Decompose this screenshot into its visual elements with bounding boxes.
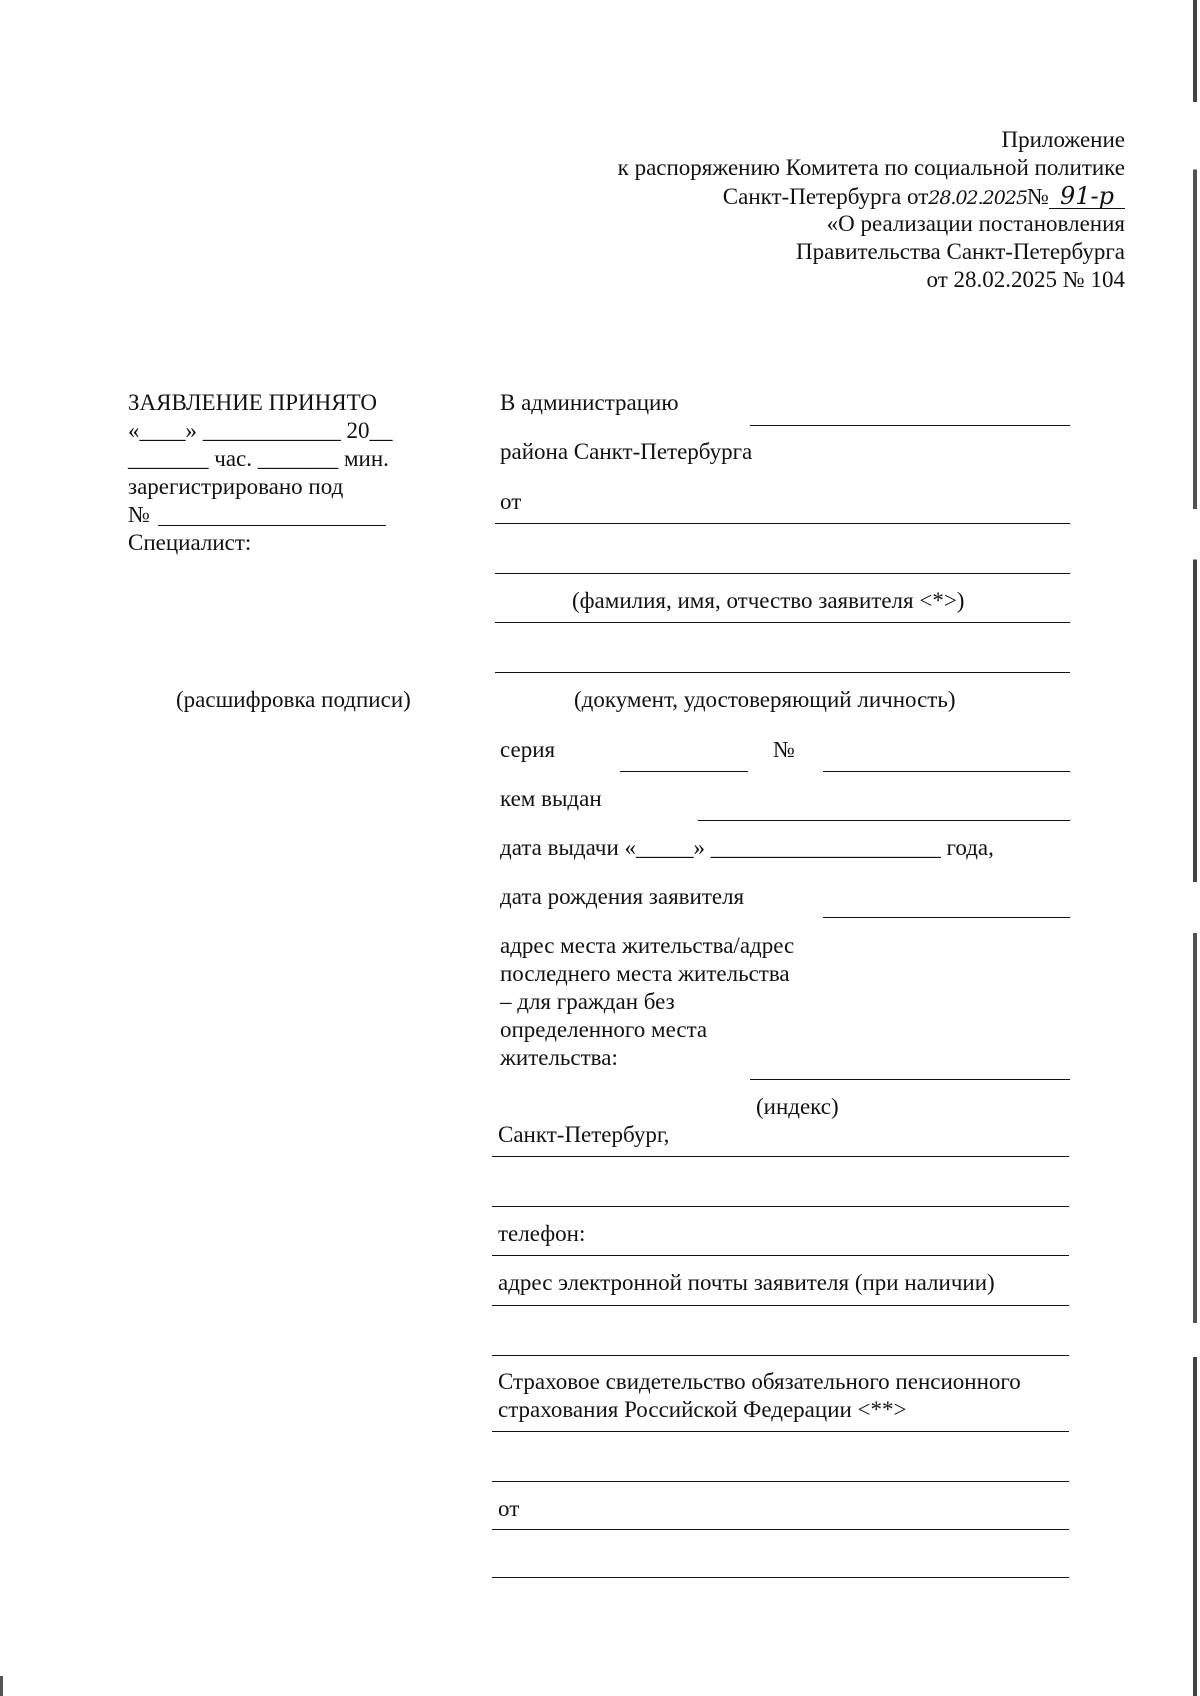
document-number-label: № [773, 737, 795, 762]
handwritten-number: 91-р [1049, 184, 1125, 209]
fio-caption: (фамилия, имя, отчество заявителя <*>) [572, 588, 965, 613]
issued-by-label: кем выдан [500, 786, 602, 811]
appendix-line-4: «О реализации постановления [826, 211, 1125, 236]
appendix-line-2: к распоряжению Комитета по социальной политике [617, 155, 1125, 180]
email-label: адрес электронной почты заявителя (при наличии) [498, 1270, 995, 1295]
address-label-line-4: определенного места [500, 1017, 708, 1042]
signature-caption: (расшифровка подписи) [176, 687, 411, 712]
snils-label-line-2: страхования Российской Федерации <**> [498, 1397, 907, 1422]
phone-label: телефон: [498, 1221, 586, 1246]
scan-edge-right [1193, 0, 1197, 1696]
snils-label-line-1: Страховое свидетельство обязательного пенсионного [498, 1369, 1021, 1394]
address-label-line-1: адрес места жительства/адрес [500, 933, 795, 958]
representative-field-line-1 [492, 1529, 1069, 1530]
issue-date-label: дата выдачи «_____» ____________________ года, [500, 835, 994, 860]
administration-field-line [750, 425, 1070, 426]
scan-edge-left [0, 1676, 3, 1696]
phone-field-line [492, 1255, 1069, 1256]
appendix-line-5: Правительства Санкт-Петербурга [796, 239, 1125, 264]
postal-index-caption: (индекс) [756, 1094, 839, 1119]
issued-by-field-line [698, 820, 1070, 821]
email-field-line-2 [492, 1355, 1069, 1356]
applicant-name-line-1 [495, 523, 1070, 524]
postal-index-field-line [750, 1079, 1070, 1080]
identity-document-line-2 [495, 672, 1070, 673]
handwritten-date: 28.02.2025 [928, 187, 1028, 209]
address-field-line-1 [492, 1156, 1069, 1157]
address-label-line-2: последнего места жительства [500, 961, 790, 986]
city-label: Санкт-Петербург, [498, 1122, 670, 1147]
appendix-number-sign: № [1027, 184, 1049, 209]
document-number-field-line [823, 771, 1070, 772]
second-from-label: от [498, 1496, 520, 1521]
email-field-line-1 [492, 1305, 1069, 1306]
address-label-line-3: – для граждан без [500, 989, 675, 1014]
registration-number-line [158, 525, 386, 526]
identity-document-line-1 [495, 622, 1070, 623]
appendix-city: Санкт-Петербурга от [722, 184, 929, 209]
appendix-line-3 [723, 184, 1125, 209]
applicant-name-line-2 [495, 573, 1070, 574]
from-label: от [500, 489, 522, 514]
birth-date-label: дата рождения заявителя [500, 884, 745, 909]
appendix-line-1: Приложение [1001, 127, 1125, 152]
series-field-line [620, 771, 748, 772]
to-administration-label: В администрацию [500, 390, 679, 415]
specialist-label: Специалист: [128, 530, 252, 555]
address-label-line-5: жительства: [500, 1045, 618, 1070]
acceptance-title: ЗАЯВЛЕНИЕ ПРИНЯТО [128, 390, 377, 415]
snils-field-line-1 [492, 1431, 1069, 1432]
series-label: серия [500, 737, 556, 762]
snils-field-line-2 [492, 1481, 1069, 1482]
birth-date-field-line [823, 917, 1070, 918]
acceptance-date-line: «____» ____________ 20__ [128, 418, 393, 443]
address-field-line-2 [492, 1206, 1069, 1207]
district-label: района Санкт-Петербурга [500, 439, 753, 464]
acceptance-time-line: _______ час. _______ мин. [128, 446, 389, 471]
registered-label: зарегистрировано под [128, 474, 344, 499]
identity-document-caption: (документ, удостоверяющий личность) [574, 687, 956, 712]
representative-field-line-2 [492, 1577, 1069, 1578]
registration-number-label: № [128, 502, 150, 527]
appendix-line-6: от 28.02.2025 № 104 [926, 267, 1125, 292]
